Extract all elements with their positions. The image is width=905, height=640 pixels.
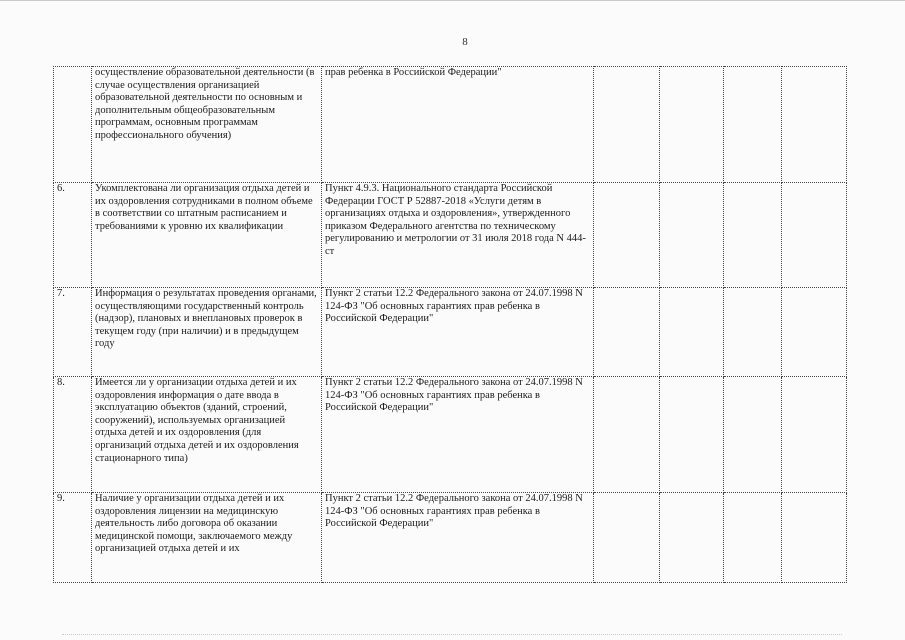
reference-cell: Пункт 2 статьи 12.2 Федерального закона от 24.07.1998 N 124-ФЗ "Об основных гарантиях прав ребенка в Российской Федерации" [322, 288, 594, 377]
answer-cell-na [724, 288, 782, 377]
row-number [54, 67, 92, 183]
question-cell: осуществление образовательной деятельности (в случае осуществления организацией образовательной деятельности по основным и дополнительным общеобразовательным программам, основным программам профессионального обучения) [92, 67, 322, 183]
table-row [54, 183, 847, 288]
answer-cell-yes [594, 67, 660, 183]
answer-cell-no [660, 288, 724, 377]
scan-edge [0, 0, 905, 1]
scan-edge-bottom [62, 634, 842, 636]
answer-cell-no [660, 183, 724, 288]
reference-cell: Пункт 2 статьи 12.2 Федерального закона от 24.07.1998 N 124-ФЗ "Об основных гарантиях прав ребенка в Российской Федерации" [322, 377, 594, 493]
table-row [54, 377, 847, 493]
answer-cell-no [660, 377, 724, 493]
notes-cell [782, 67, 847, 183]
notes-cell [782, 288, 847, 377]
table-row [54, 67, 847, 183]
reference-cell: Пункт 2 статьи 12.2 Федерального закона от 24.07.1998 N 124-ФЗ "Об основных гарантиях прав ребенка в Российской Федерации" [322, 493, 594, 583]
answer-cell-na [724, 183, 782, 288]
question-cell: Наличие у организации отдыха детей и их оздоровления лицензии на медицинскую деятельность либо договора об оказании медицинской помощи, заключаемого между организацией отдыха детей и их [92, 493, 322, 583]
answer-cell-na [724, 67, 782, 183]
answer-cell-yes [594, 183, 660, 288]
question-cell: Информация о результатах проведения органами, осуществляющими государственный контроль (надзор), плановых и внеплановых проверок в текущем году (при наличии) и в предыдущем году [92, 288, 322, 377]
notes-cell [782, 377, 847, 493]
row-number: 8. [54, 377, 92, 493]
table-row [54, 288, 847, 377]
page-number: 8 [462, 36, 468, 48]
answer-cell-na [724, 377, 782, 493]
answer-cell-yes [594, 493, 660, 583]
answer-cell-yes [594, 377, 660, 493]
reference-cell: прав ребенка в Российской Федерации" [322, 67, 594, 183]
checklist-table [53, 66, 847, 583]
answer-cell-no [660, 493, 724, 583]
row-number: 7. [54, 288, 92, 377]
reference-cell: Пункт 4.9.3. Национального стандарта Российской Федерации ГОСТ Р 52887-2018 «Услуги детям в организациях отдыха и оздоровления», утвержденного приказом Федерального агентства по техническому регулированию и метрологии от 31 июля 2018 года N 444-ст [322, 183, 594, 288]
answer-cell-yes [594, 288, 660, 377]
question-cell: Имеется ли у организации отдыха детей и их оздоровления информация о дате ввода в эксплуатацию объектов (зданий, строений, сооружений), используемых организацией отдыха детей и их оздоровления (для организаций отдыха детей и их оздоровления стационарного типа) [92, 377, 322, 493]
row-number: 9. [54, 493, 92, 583]
notes-cell [782, 183, 847, 288]
row-number: 6. [54, 183, 92, 288]
answer-cell-na [724, 493, 782, 583]
answer-cell-no [660, 67, 724, 183]
notes-cell [782, 493, 847, 583]
table-row [54, 493, 847, 583]
question-cell: Укомплектована ли организация отдыха детей и их оздоровления сотрудниками в полном объеме в соответствии со штатным расписанием и требованиями к уровню их квалификации [92, 183, 322, 288]
